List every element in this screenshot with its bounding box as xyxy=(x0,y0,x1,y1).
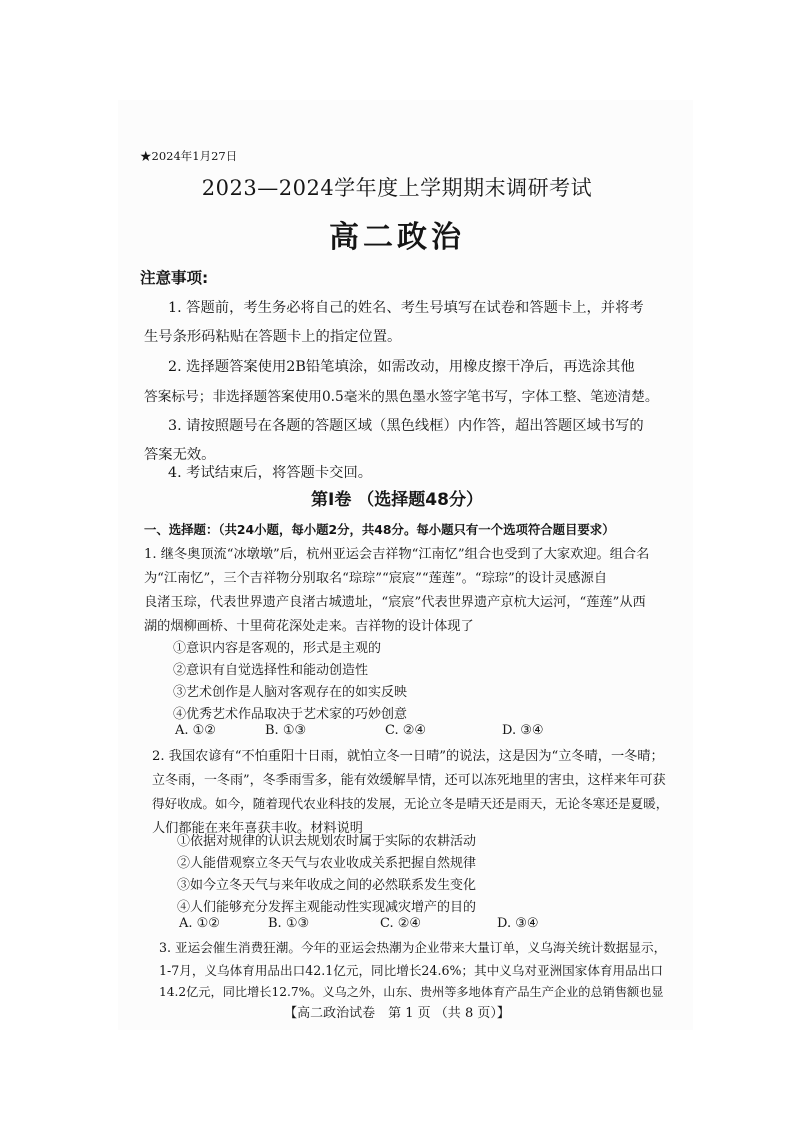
question-2-option: ②人能借观察立冬天气与农业收成关系把握自然规律 xyxy=(177,856,477,871)
question-2-option: ③如今立冬天气与来年收成之间的必然联系发生变化 xyxy=(177,878,477,893)
part-heading: 一、选择题：（共24小题，每小题2分，共48分。每小题只有一个选项符合题目要求） xyxy=(144,522,615,537)
question-2-line: 立冬雨，一冬雨”，冬季雨雪多，能有效缓解旱情，还可以冻死地里的害虫，这样来年可获 xyxy=(152,773,666,788)
exam-title: 高二政治 xyxy=(329,220,465,255)
notice-line: 答案标号；非选择题答案使用0.5毫米的黑色墨水签字笔书写，字体工整、笔迹清楚。 xyxy=(144,389,659,405)
question-3-line: 1-7月，义乌体育用品出口42.1亿元，同比增长24.6%；其中义乌对亚洲国家体育用品出口 xyxy=(159,963,663,978)
question-2-choice-c: C. ②④ xyxy=(380,916,422,931)
question-2-line: 2. 我国农谚有“不怕重阳十日雨，就怕立冬一日晴”的说法，这是因为“立冬晴，一冬晴； xyxy=(152,749,664,764)
notice-line: 生号条形码粘贴在答题卡上的指定位置。 xyxy=(144,329,402,345)
notice-line: 4. 考试结束后，将答题卡交回。 xyxy=(168,465,373,481)
question-1-line: 为“江南忆”，三个吉祥物分别取名“琮琮”“宸宸”“莲莲”。“琮琮”的设计灵感源自 xyxy=(144,571,608,586)
question-2-choice-d: D. ③④ xyxy=(497,916,539,931)
section-title: 第Ⅰ卷 （选择题48分） xyxy=(311,490,483,510)
question-2-choice-a: A. ①② xyxy=(179,916,220,931)
question-1-option: ③艺术创作是人脑对客观存在的如实反映 xyxy=(173,685,408,700)
question-2-line: 得好收成。如今，随着现代农业科技的发展，无论立冬是晴天还是雨天，无论冬寒还是夏暖， xyxy=(152,796,669,811)
question-1-choice-c: C. ②④ xyxy=(385,723,427,738)
question-2-line: 人们都能在来年喜获丰收。材料说明 xyxy=(152,821,363,836)
question-1-line: 1. 继冬奥顶流“冰墩墩”后，杭州亚运会吉祥物“江南忆”组合也受到了大家欢迎。组合名 xyxy=(144,547,650,562)
question-1-line: 良渚玉琮，代表世界遗产良渚古城遗址，“宸宸”代表世界遗产京杭大运河，“莲莲”从西 xyxy=(144,595,646,610)
notice-line: 1. 答题前，考生务必将自己的姓名、考生号填写在试卷和答题卡上，并将考 xyxy=(168,300,644,316)
question-1-line: 湖的烟柳画桥、十里荷花深处走来。吉祥物的设计体现了 xyxy=(144,619,474,634)
question-1-option: ①意识内容是客观的，形式是主观的 xyxy=(173,641,382,656)
question-1-choice-b: B. ①③ xyxy=(265,723,307,738)
exam-date: ★2024年1月27日 xyxy=(140,149,238,163)
question-1-option: ④优秀艺术作品取决于艺术家的巧妙创意 xyxy=(173,707,408,722)
question-2-choice-b: B. ①③ xyxy=(268,916,310,931)
question-3-line: 14.2亿元，同比增长12.7%。义乌之外，山东、贵州等多地体育产品生产企业的总销售额也显 xyxy=(159,985,664,999)
notice-line: 答案无效。 xyxy=(144,447,216,463)
question-3-line: 3. 亚运会催生消费狂潮。今年的亚运会热潮为企业带来大量订单，义乌海关统计数据显示， xyxy=(159,940,667,955)
notice-line: 2. 选择题答案使用2B铅笔填涂，如需改动，用橡皮擦干净后，再选涂其他 xyxy=(168,359,635,375)
question-1-choice-a: A. ①② xyxy=(175,723,216,738)
question-2-option: ①依据对规律的认识去规划农时属于实际的农耕活动 xyxy=(177,834,477,849)
page-footer: 【高二政治试卷 第 1 页 （共 8 页）】 xyxy=(284,1006,510,1021)
question-2-option: ④人们能够充分发挥主观能动性实现减灾增产的目的 xyxy=(177,900,477,915)
question-1-option: ②意识有自觉选择性和能动创造性 xyxy=(173,663,369,678)
notice-line: 3. 请按照题号在各题的答题区域（黑色线框）内作答，超出答题区域书写的 xyxy=(168,418,644,434)
exam-subtitle: 2023—2024学年度上学期期末调研考试 xyxy=(201,176,593,200)
question-1-choice-d: D. ③④ xyxy=(502,723,544,738)
notice-heading: 注意事项: xyxy=(140,269,209,287)
